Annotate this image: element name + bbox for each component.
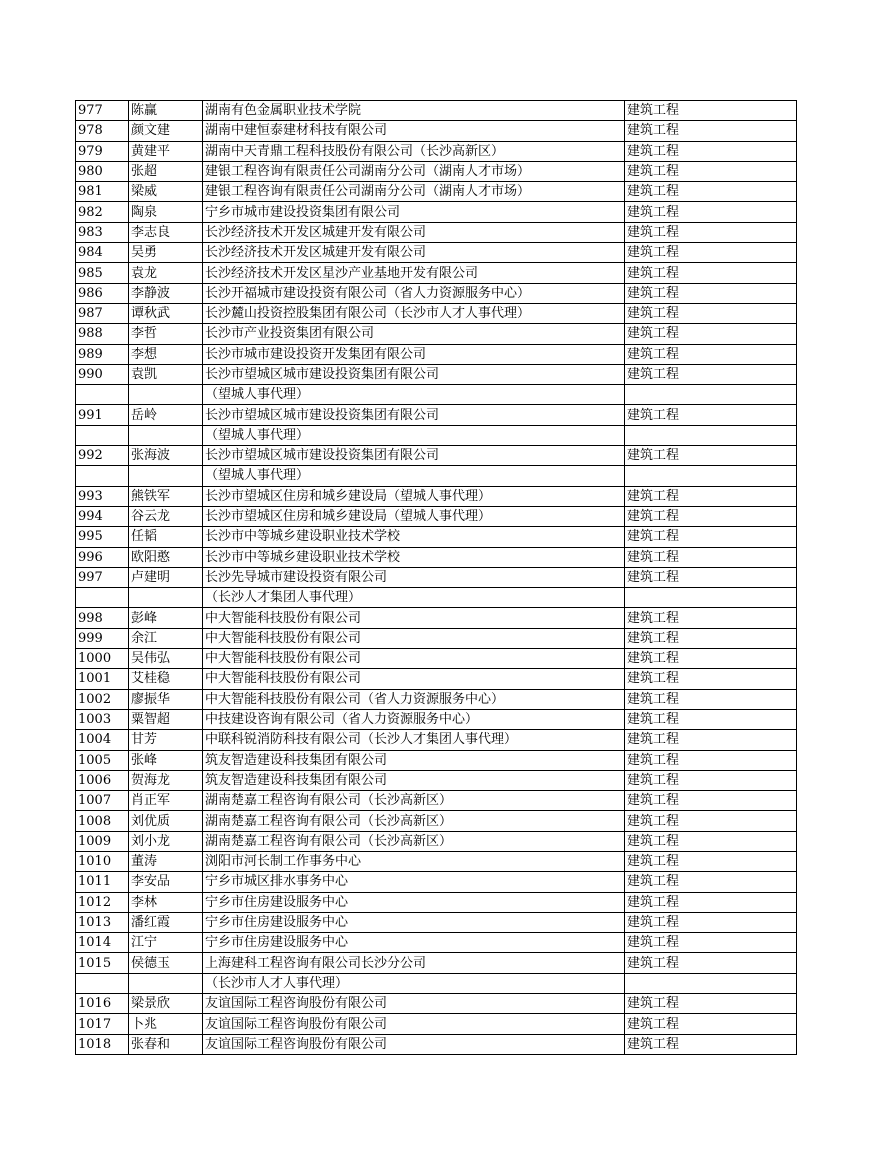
row-number-cell: 989: [76, 344, 129, 364]
major-cell: [625, 385, 797, 405]
person-name-cell: 梁威: [129, 182, 203, 202]
person-name-cell: 谭秋武: [129, 303, 203, 323]
work-unit-cell: （望城人事代理）: [203, 466, 625, 486]
row-number-cell: 1010: [76, 851, 129, 871]
row-number-cell: 986: [76, 283, 129, 303]
table-row: [76, 405, 797, 425]
person-name-cell: [129, 588, 203, 608]
table-row: [76, 425, 797, 445]
person-name-cell: 袁凯: [129, 364, 203, 384]
table-row: [76, 831, 797, 851]
work-unit-cell: 中大智能科技股份有限公司（省人力资源服务中心）: [203, 689, 625, 709]
major-cell: 建筑工程: [625, 791, 797, 811]
table-row: [76, 344, 797, 364]
row-number-cell: [76, 425, 129, 445]
row-number-cell: 994: [76, 506, 129, 526]
work-unit-cell: 长沙市望城区住房和城乡建设局（望城人事代理）: [203, 486, 625, 506]
major-cell: 建筑工程: [625, 283, 797, 303]
person-name-cell: 颜文建: [129, 121, 203, 141]
row-number-cell: 1013: [76, 912, 129, 932]
person-name-cell: 李志良: [129, 222, 203, 242]
table-row: [76, 912, 797, 932]
major-cell: 建筑工程: [625, 506, 797, 526]
person-name-cell: [129, 973, 203, 993]
person-name-cell: 黄建平: [129, 141, 203, 161]
major-cell: 建筑工程: [625, 851, 797, 871]
work-unit-cell: 宁乡市城区排水事务中心: [203, 872, 625, 892]
major-cell: 建筑工程: [625, 831, 797, 851]
row-number-cell: 1014: [76, 933, 129, 953]
work-unit-cell: 中联科锐消防科技有限公司（长沙人才集团人事代理）: [203, 730, 625, 750]
work-unit-cell: 宁乡市城市建设投资集团有限公司: [203, 202, 625, 222]
work-unit-cell: 长沙麓山投资控股集团有限公司（长沙市人才人事代理）: [203, 303, 625, 323]
work-unit-cell: 中技建设咨询有限公司（省人力资源服务中心）: [203, 709, 625, 729]
work-unit-cell: （望城人事代理）: [203, 385, 625, 405]
table-row: [76, 709, 797, 729]
major-cell: 建筑工程: [625, 811, 797, 831]
person-name-cell: 李哲: [129, 324, 203, 344]
work-unit-cell: 宁乡市住房建设服务中心: [203, 933, 625, 953]
major-cell: [625, 973, 797, 993]
row-number-cell: 999: [76, 628, 129, 648]
row-number-cell: 1006: [76, 770, 129, 790]
table-row: [76, 872, 797, 892]
person-name-cell: [129, 385, 203, 405]
row-number-cell: 981: [76, 182, 129, 202]
table-row: [76, 101, 797, 121]
work-unit-cell: 长沙市城市建设投资开发集团有限公司: [203, 344, 625, 364]
work-unit-cell: 长沙市望城区住房和城乡建设局（望城人事代理）: [203, 506, 625, 526]
person-name-cell: 董涛: [129, 851, 203, 871]
table-row: [76, 770, 797, 790]
major-cell: 建筑工程: [625, 405, 797, 425]
work-unit-cell: 中大智能科技股份有限公司: [203, 628, 625, 648]
roster-body: [76, 101, 797, 1055]
major-cell: 建筑工程: [625, 649, 797, 669]
table-row: [76, 161, 797, 181]
person-name-cell: 张超: [129, 161, 203, 181]
table-row: [76, 689, 797, 709]
row-number-cell: 1016: [76, 994, 129, 1014]
row-number-cell: 1007: [76, 791, 129, 811]
table-row: [76, 182, 797, 202]
person-name-cell: 熊铁军: [129, 486, 203, 506]
major-cell: 建筑工程: [625, 161, 797, 181]
person-name-cell: 欧阳憨: [129, 547, 203, 567]
row-number-cell: 982: [76, 202, 129, 222]
work-unit-cell: 中大智能科技股份有限公司: [203, 669, 625, 689]
major-cell: 建筑工程: [625, 953, 797, 973]
work-unit-cell: 长沙市望城区城市建设投资集团有限公司: [203, 364, 625, 384]
major-cell: 建筑工程: [625, 730, 797, 750]
work-unit-cell: 湖南楚嘉工程咨询有限公司（长沙高新区）: [203, 831, 625, 851]
table-row: [76, 263, 797, 283]
work-unit-cell: 友谊国际工程咨询股份有限公司: [203, 1034, 625, 1054]
person-name-cell: 李静波: [129, 283, 203, 303]
work-unit-cell: 建银工程咨询有限责任公司湖南分公司（湖南人才市场）: [203, 161, 625, 181]
work-unit-cell: 浏阳市河长制工作事务中心: [203, 851, 625, 871]
table-row: [76, 141, 797, 161]
major-cell: 建筑工程: [625, 709, 797, 729]
person-name-cell: 岳岭: [129, 405, 203, 425]
major-cell: [625, 466, 797, 486]
work-unit-cell: 宁乡市住房建设服务中心: [203, 912, 625, 932]
person-name-cell: 李想: [129, 344, 203, 364]
major-cell: 建筑工程: [625, 770, 797, 790]
table-row: [76, 222, 797, 242]
table-row: [76, 628, 797, 648]
table-row: [76, 892, 797, 912]
table-row: [76, 303, 797, 323]
work-unit-cell: 长沙经济技术开发区城建开发有限公司: [203, 222, 625, 242]
work-unit-cell: 长沙先导城市建设投资有限公司: [203, 567, 625, 587]
work-unit-cell: 湖南有色金属职业技术学院: [203, 101, 625, 121]
table-row: [76, 791, 797, 811]
table-row: [76, 953, 797, 973]
row-number-cell: [76, 385, 129, 405]
table-row: [76, 750, 797, 770]
person-name-cell: 吴伟弘: [129, 649, 203, 669]
table-row: [76, 851, 797, 871]
work-unit-cell: 长沙市产业投资集团有限公司: [203, 324, 625, 344]
major-cell: 建筑工程: [625, 628, 797, 648]
person-name-cell: 刘小龙: [129, 831, 203, 851]
table-row: [76, 669, 797, 689]
row-number-cell: 987: [76, 303, 129, 323]
roster-table: [75, 100, 797, 1055]
work-unit-cell: 友谊国际工程咨询股份有限公司: [203, 1014, 625, 1034]
row-number-cell: 992: [76, 446, 129, 466]
work-unit-cell: 友谊国际工程咨询股份有限公司: [203, 994, 625, 1014]
row-number-cell: 995: [76, 527, 129, 547]
table-row: [76, 811, 797, 831]
table-row: [76, 121, 797, 141]
major-cell: 建筑工程: [625, 750, 797, 770]
major-cell: 建筑工程: [625, 486, 797, 506]
person-name-cell: 李安品: [129, 872, 203, 892]
major-cell: 建筑工程: [625, 994, 797, 1014]
work-unit-cell: 长沙经济技术开发区星沙产业基地开发有限公司: [203, 263, 625, 283]
table-row: [76, 1034, 797, 1054]
person-name-cell: 陶泉: [129, 202, 203, 222]
major-cell: 建筑工程: [625, 912, 797, 932]
work-unit-cell: （长沙人才集团人事代理）: [203, 588, 625, 608]
work-unit-cell: （长沙市人才人事代理）: [203, 973, 625, 993]
table-row: [76, 283, 797, 303]
work-unit-cell: 湖南楚嘉工程咨询有限公司（长沙高新区）: [203, 791, 625, 811]
row-number-cell: 1001: [76, 669, 129, 689]
person-name-cell: 粟智超: [129, 709, 203, 729]
person-name-cell: 余江: [129, 628, 203, 648]
work-unit-cell: 长沙市望城区城市建设投资集团有限公司: [203, 405, 625, 425]
person-name-cell: 彭峰: [129, 608, 203, 628]
row-number-cell: [76, 588, 129, 608]
major-cell: 建筑工程: [625, 141, 797, 161]
row-number-cell: [76, 973, 129, 993]
work-unit-cell: 湖南中建恒泰建材科技有限公司: [203, 121, 625, 141]
row-number-cell: 979: [76, 141, 129, 161]
major-cell: 建筑工程: [625, 202, 797, 222]
person-name-cell: [129, 466, 203, 486]
table-row: [76, 588, 797, 608]
table-row: [76, 994, 797, 1014]
table-row: [76, 527, 797, 547]
major-cell: 建筑工程: [625, 547, 797, 567]
person-name-cell: 张海波: [129, 446, 203, 466]
row-number-cell: 984: [76, 243, 129, 263]
row-number-cell: 1002: [76, 689, 129, 709]
work-unit-cell: 长沙市中等城乡建设职业技术学校: [203, 527, 625, 547]
row-number-cell: 1011: [76, 872, 129, 892]
table-row: [76, 385, 797, 405]
person-name-cell: 卜兆: [129, 1014, 203, 1034]
person-name-cell: 卢建明: [129, 567, 203, 587]
table-row: [76, 567, 797, 587]
major-cell: 建筑工程: [625, 608, 797, 628]
work-unit-cell: 湖南楚嘉工程咨询有限公司（长沙高新区）: [203, 811, 625, 831]
person-name-cell: [129, 425, 203, 445]
row-number-cell: 1015: [76, 953, 129, 973]
person-name-cell: 艾桂稳: [129, 669, 203, 689]
work-unit-cell: 湖南中天青鼎工程科技股份有限公司（长沙高新区）: [203, 141, 625, 161]
work-unit-cell: 中大智能科技股份有限公司: [203, 649, 625, 669]
table-row: [76, 324, 797, 344]
row-number-cell: 991: [76, 405, 129, 425]
major-cell: 建筑工程: [625, 101, 797, 121]
person-name-cell: 陈赢: [129, 101, 203, 121]
table-row: [76, 243, 797, 263]
row-number-cell: 983: [76, 222, 129, 242]
major-cell: 建筑工程: [625, 872, 797, 892]
work-unit-cell: 建银工程咨询有限责任公司湖南分公司（湖南人才市场）: [203, 182, 625, 202]
work-unit-cell: （望城人事代理）: [203, 425, 625, 445]
work-unit-cell: 筑友智造建设科技集团有限公司: [203, 770, 625, 790]
row-number-cell: [76, 466, 129, 486]
major-cell: 建筑工程: [625, 567, 797, 587]
major-cell: 建筑工程: [625, 933, 797, 953]
row-number-cell: 980: [76, 161, 129, 181]
work-unit-cell: 宁乡市住房建设服务中心: [203, 892, 625, 912]
table-row: [76, 649, 797, 669]
major-cell: 建筑工程: [625, 1034, 797, 1054]
major-cell: [625, 425, 797, 445]
major-cell: 建筑工程: [625, 446, 797, 466]
table-row: [76, 364, 797, 384]
row-number-cell: 1018: [76, 1034, 129, 1054]
person-name-cell: 谷云龙: [129, 506, 203, 526]
person-name-cell: 江宁: [129, 933, 203, 953]
row-number-cell: 978: [76, 121, 129, 141]
major-cell: 建筑工程: [625, 689, 797, 709]
work-unit-cell: 长沙经济技术开发区城建开发有限公司: [203, 243, 625, 263]
row-number-cell: 985: [76, 263, 129, 283]
table-row: [76, 446, 797, 466]
table-row: [76, 933, 797, 953]
row-number-cell: 1012: [76, 892, 129, 912]
work-unit-cell: 长沙市望城区城市建设投资集团有限公司: [203, 446, 625, 466]
row-number-cell: 988: [76, 324, 129, 344]
person-name-cell: 李林: [129, 892, 203, 912]
major-cell: 建筑工程: [625, 892, 797, 912]
table-row: [76, 1014, 797, 1034]
table-row: [76, 202, 797, 222]
row-number-cell: 996: [76, 547, 129, 567]
row-number-cell: 1008: [76, 811, 129, 831]
row-number-cell: 993: [76, 486, 129, 506]
major-cell: 建筑工程: [625, 121, 797, 141]
person-name-cell: 甘芳: [129, 730, 203, 750]
row-number-cell: 1017: [76, 1014, 129, 1034]
row-number-cell: 1003: [76, 709, 129, 729]
row-number-cell: 1000: [76, 649, 129, 669]
person-name-cell: 刘优质: [129, 811, 203, 831]
table-row: [76, 973, 797, 993]
table-row: [76, 506, 797, 526]
row-number-cell: 998: [76, 608, 129, 628]
person-name-cell: 梁景欣: [129, 994, 203, 1014]
table-row: [76, 608, 797, 628]
work-unit-cell: 长沙开福城市建设投资有限公司（省人力资源服务中心）: [203, 283, 625, 303]
major-cell: 建筑工程: [625, 527, 797, 547]
major-cell: 建筑工程: [625, 669, 797, 689]
table-row: [76, 466, 797, 486]
table-row: [76, 547, 797, 567]
table-row: [76, 730, 797, 750]
person-name-cell: 张春和: [129, 1034, 203, 1054]
row-number-cell: 1005: [76, 750, 129, 770]
major-cell: 建筑工程: [625, 324, 797, 344]
major-cell: 建筑工程: [625, 182, 797, 202]
person-name-cell: 张峰: [129, 750, 203, 770]
major-cell: [625, 588, 797, 608]
row-number-cell: 1004: [76, 730, 129, 750]
major-cell: 建筑工程: [625, 364, 797, 384]
work-unit-cell: 上海建科工程咨询有限公司长沙分公司: [203, 953, 625, 973]
table-row: [76, 486, 797, 506]
row-number-cell: 990: [76, 364, 129, 384]
person-name-cell: 廖振华: [129, 689, 203, 709]
person-name-cell: 潘红霞: [129, 912, 203, 932]
person-name-cell: 侯德玉: [129, 953, 203, 973]
row-number-cell: 1009: [76, 831, 129, 851]
row-number-cell: 977: [76, 101, 129, 121]
major-cell: 建筑工程: [625, 222, 797, 242]
person-name-cell: 袁龙: [129, 263, 203, 283]
person-name-cell: 贺海龙: [129, 770, 203, 790]
major-cell: 建筑工程: [625, 344, 797, 364]
major-cell: 建筑工程: [625, 243, 797, 263]
work-unit-cell: 中大智能科技股份有限公司: [203, 608, 625, 628]
work-unit-cell: 长沙市中等城乡建设职业技术学校: [203, 547, 625, 567]
work-unit-cell: 筑友智造建设科技集团有限公司: [203, 750, 625, 770]
person-name-cell: 任韬: [129, 527, 203, 547]
major-cell: 建筑工程: [625, 1014, 797, 1034]
person-name-cell: 肖正军: [129, 791, 203, 811]
row-number-cell: 997: [76, 567, 129, 587]
major-cell: 建筑工程: [625, 303, 797, 323]
major-cell: 建筑工程: [625, 263, 797, 283]
person-name-cell: 吴勇: [129, 243, 203, 263]
